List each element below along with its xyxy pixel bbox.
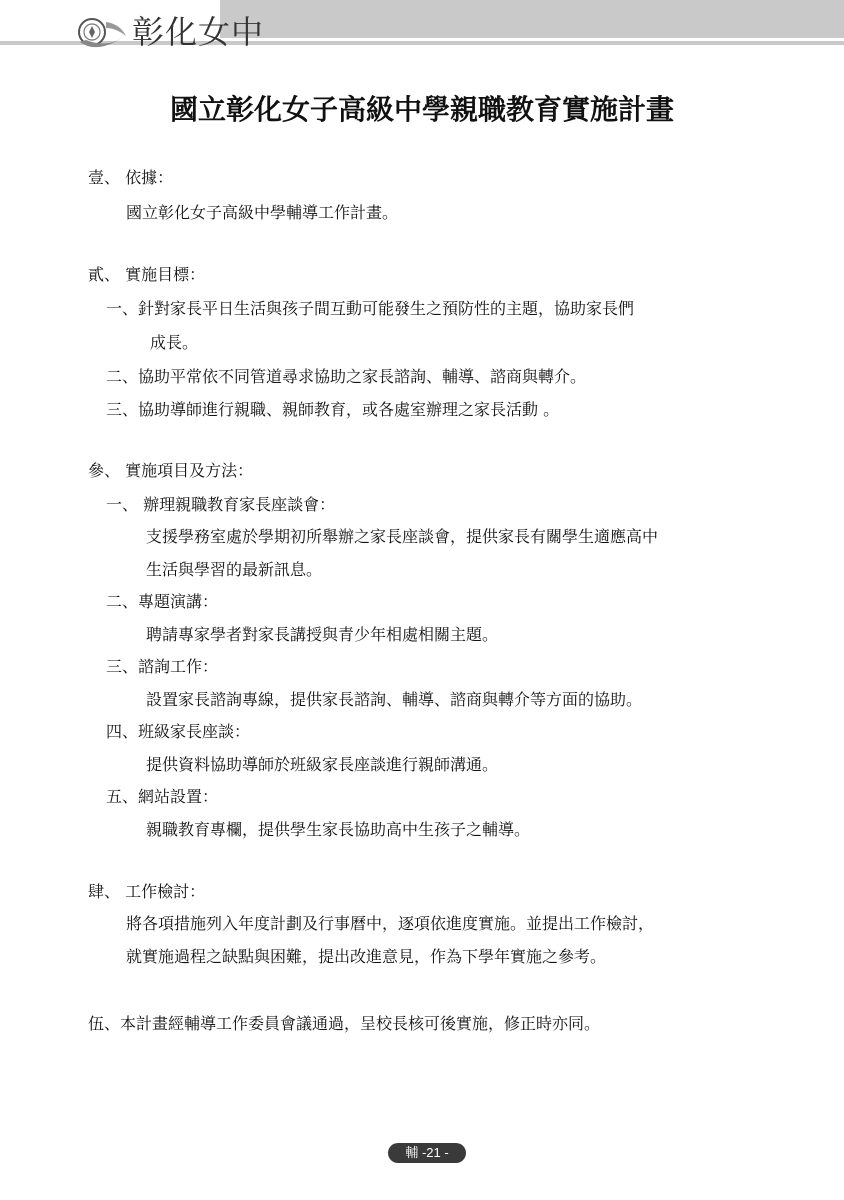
section-heading: 肆、 工作檢討： <box>88 882 206 901</box>
section-heading: 參、 實施項目及方法： <box>88 461 254 480</box>
subsection-heading: 三、諮詢工作： <box>106 657 219 676</box>
list-item-continuation: 成長。 <box>150 333 199 352</box>
list-item: 一、針對家長平日生活與孩子間互動可能發生之預防性的主題，協助家長們 <box>106 299 635 318</box>
section-heading: 壹、 依據： <box>88 168 174 187</box>
paragraph-line: 聘請專家學者對家長講授與青少年相處相關主題。 <box>146 625 499 644</box>
document-title: 國立彰化女子高級中學親職教育實施計畫 <box>169 93 674 126</box>
school-logo <box>76 10 276 56</box>
paragraph-line: 生活與學習的最新訊息。 <box>146 560 323 579</box>
school-seal-icon <box>76 14 130 52</box>
subsection-heading: 五、網站設置： <box>106 787 219 806</box>
paragraph-line: 支援學務室處於學期初所舉辦之家長座談會，提供家長有關學生適應高中 <box>146 527 659 546</box>
paragraph-line: 將各項措施列入年度計劃及行事曆中，逐項依進度實施。並提出工作檢討， <box>126 914 655 933</box>
paragraph-line: 國立彰化女子高級中學輔導工作計畫。 <box>126 203 399 222</box>
paragraph-line: 親職教育專欄，提供學生家長協助高中生孩子之輔導。 <box>146 820 531 839</box>
subsection-heading: 一、 辦理親職教育家長座談會： <box>106 495 336 514</box>
list-item: 二、協助平常依不同管道尋求協助之家長諮詢、輔導、諮商與轉介。 <box>106 367 587 386</box>
paragraph-line: 設置家長諮詢專線，提供家長諮詢、輔導、諮商與轉介等方面的協助。 <box>146 690 643 709</box>
logo-wordmark: 彰化女中 <box>132 13 265 51</box>
page-number: 輔 -21 - <box>388 1143 466 1163</box>
section-heading: 伍、本計畫經輔導工作委員會議通過，呈校長核可後實施，修正時亦同。 <box>88 1014 601 1033</box>
subsection-heading: 二、專題演講： <box>106 592 219 611</box>
paragraph-line: 就實施過程之缺點與困難，提出改進意見，作為下學年實施之參考。 <box>126 947 607 966</box>
list-item: 三、協助導師進行親職、親師教育，或各處室辦理之家長活動 。 <box>106 400 560 419</box>
subsection-heading: 四、班級家長座談： <box>106 722 251 741</box>
paragraph-line: 提供資料協助導師於班級家長座談進行親師溝通。 <box>146 755 499 774</box>
section-heading: 貳、 實施目標： <box>88 265 206 284</box>
